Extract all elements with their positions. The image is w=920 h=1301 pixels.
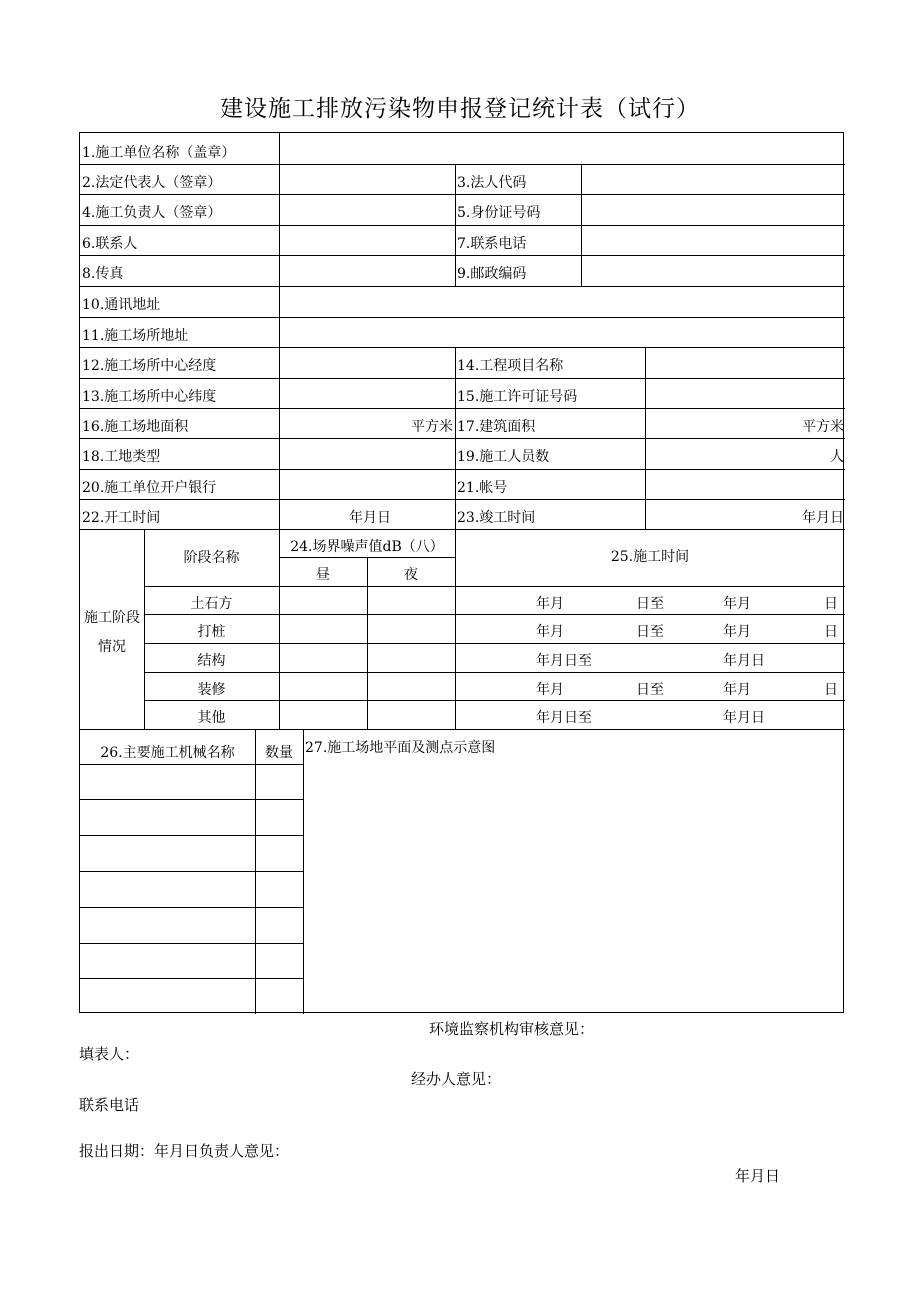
row-divider <box>80 286 845 287</box>
stage-name: 其他 <box>197 710 226 726</box>
page-title: 建设施工排放污染物申报登记统计表（试行） <box>220 96 700 122</box>
field-label: 8.传真 <box>82 266 124 282</box>
field-label: 20.施工单位开户银行 <box>82 480 217 496</box>
col-divider <box>581 164 582 286</box>
field-label: 21.帐号 <box>457 480 508 496</box>
field-label: 13.施工场所中心纬度 <box>82 389 217 405</box>
section-label: 施工阶段 <box>84 610 140 626</box>
phone-label: 联系电话 <box>79 1096 140 1114</box>
row-divider <box>80 978 303 979</box>
row-divider <box>144 672 845 673</box>
row-divider <box>144 614 845 615</box>
stage-time: 年月日 <box>723 653 765 669</box>
field-label: 15.施工许可证号码 <box>457 389 578 405</box>
stage-name: 结构 <box>197 653 226 669</box>
col-divider <box>279 133 280 529</box>
unit-label: 年月日 <box>349 510 391 526</box>
field-label: 2.法定代表人（签章） <box>82 175 222 191</box>
stage-time: 日至 <box>636 682 664 698</box>
stage-time: 日 <box>824 596 838 612</box>
row-divider <box>80 499 845 500</box>
stage-time: 日 <box>824 624 838 640</box>
row-divider <box>80 943 303 944</box>
col-divider <box>303 729 304 1014</box>
unit-label: 年月日 <box>802 510 844 526</box>
field-label: 12.施工场所中心经度 <box>82 358 217 374</box>
unit-label: 平方米 <box>802 419 844 435</box>
stage-time: 年月 <box>536 624 564 640</box>
row-divider <box>80 194 845 195</box>
row-divider <box>80 529 845 530</box>
row-divider <box>80 347 845 348</box>
date-label: 年月日 <box>735 1167 781 1185</box>
time-header: 25.施工时间 <box>610 549 690 565</box>
row-divider <box>144 700 845 701</box>
field-label: 11.施工场所地址 <box>82 328 189 344</box>
field-label: 19.施工人员数 <box>457 449 550 465</box>
stage-name-header: 阶段名称 <box>183 550 240 566</box>
col-divider <box>455 347 456 529</box>
field-label: 18.工地类型 <box>82 449 161 465</box>
night-header: 夜 <box>404 567 418 583</box>
field-label: 4.施工负责人（签章） <box>82 205 222 221</box>
noise-header: 24.场界噪声值dB（八） <box>290 539 444 555</box>
row-divider <box>80 255 845 256</box>
stage-name: 打桩 <box>197 624 226 640</box>
col-divider <box>645 347 646 529</box>
stage-time: 年月 <box>723 596 751 612</box>
site-plan-header: 27.施工场地平面及测点示意图 <box>305 740 496 756</box>
row-divider <box>144 586 845 587</box>
row-divider <box>80 729 845 730</box>
row-divider <box>279 557 455 558</box>
stage-time: 年月 <box>723 624 751 640</box>
stage-time: 年月日至 <box>536 653 592 669</box>
report-date-label: 报出日期：年月日负责人意见： <box>79 1142 290 1160</box>
field-label: 6.联系人 <box>82 236 138 252</box>
field-label: 9.邮政编码 <box>457 266 527 282</box>
stage-name: 装修 <box>197 682 226 698</box>
field-label: 17.建筑面积 <box>457 419 536 435</box>
field-label: 3.法人代码 <box>457 175 527 191</box>
stage-time: 日 <box>824 682 838 698</box>
machinery-name-header: 26.主要施工机械名称 <box>100 745 235 761</box>
field-label: 22.开工时间 <box>82 510 161 526</box>
stage-name: 土石方 <box>190 596 233 612</box>
field-label: 10.通讯地址 <box>82 297 161 313</box>
row-divider <box>80 469 845 470</box>
stage-time: 年月 <box>536 596 564 612</box>
stage-time: 日至 <box>636 596 664 612</box>
col-divider <box>279 529 280 729</box>
unit-label: 平方米 <box>411 419 453 435</box>
row-divider <box>80 835 303 836</box>
filler-label: 填表人： <box>79 1045 140 1063</box>
row-divider <box>144 643 845 644</box>
day-header: 昼 <box>316 567 330 583</box>
stage-time: 年月日至 <box>536 710 592 726</box>
stage-time: 年月日 <box>723 710 765 726</box>
row-divider <box>80 764 303 765</box>
section-label: 情况 <box>98 639 126 655</box>
row-divider <box>80 225 845 226</box>
field-label: 14.工程项目名称 <box>457 358 564 374</box>
field-label: 1.施工单位名称（盖章） <box>82 145 236 161</box>
row-divider <box>80 799 303 800</box>
registration-form-table <box>79 132 844 1013</box>
row-divider <box>80 438 845 439</box>
field-label: 7.联系电话 <box>457 236 527 252</box>
stage-time: 日至 <box>636 624 664 640</box>
field-label: 16.施工场地面积 <box>82 419 189 435</box>
machinery-qty-header: 数量 <box>265 745 293 761</box>
handler-label: 经办人意见： <box>411 1070 502 1088</box>
row-divider <box>80 378 845 379</box>
field-label: 5.身份证号码 <box>457 205 541 221</box>
field-label: 23.竣工时间 <box>457 510 536 526</box>
row-divider <box>80 164 845 165</box>
row-divider <box>80 317 845 318</box>
stage-time: 年月 <box>536 682 564 698</box>
stage-time: 年月 <box>723 682 751 698</box>
col-divider <box>455 164 456 286</box>
row-divider <box>80 871 303 872</box>
unit-label: 人 <box>830 449 844 465</box>
row-divider <box>80 907 303 908</box>
env-review-label: 环境监察机构审核意见： <box>429 1020 595 1038</box>
row-divider <box>80 408 845 409</box>
